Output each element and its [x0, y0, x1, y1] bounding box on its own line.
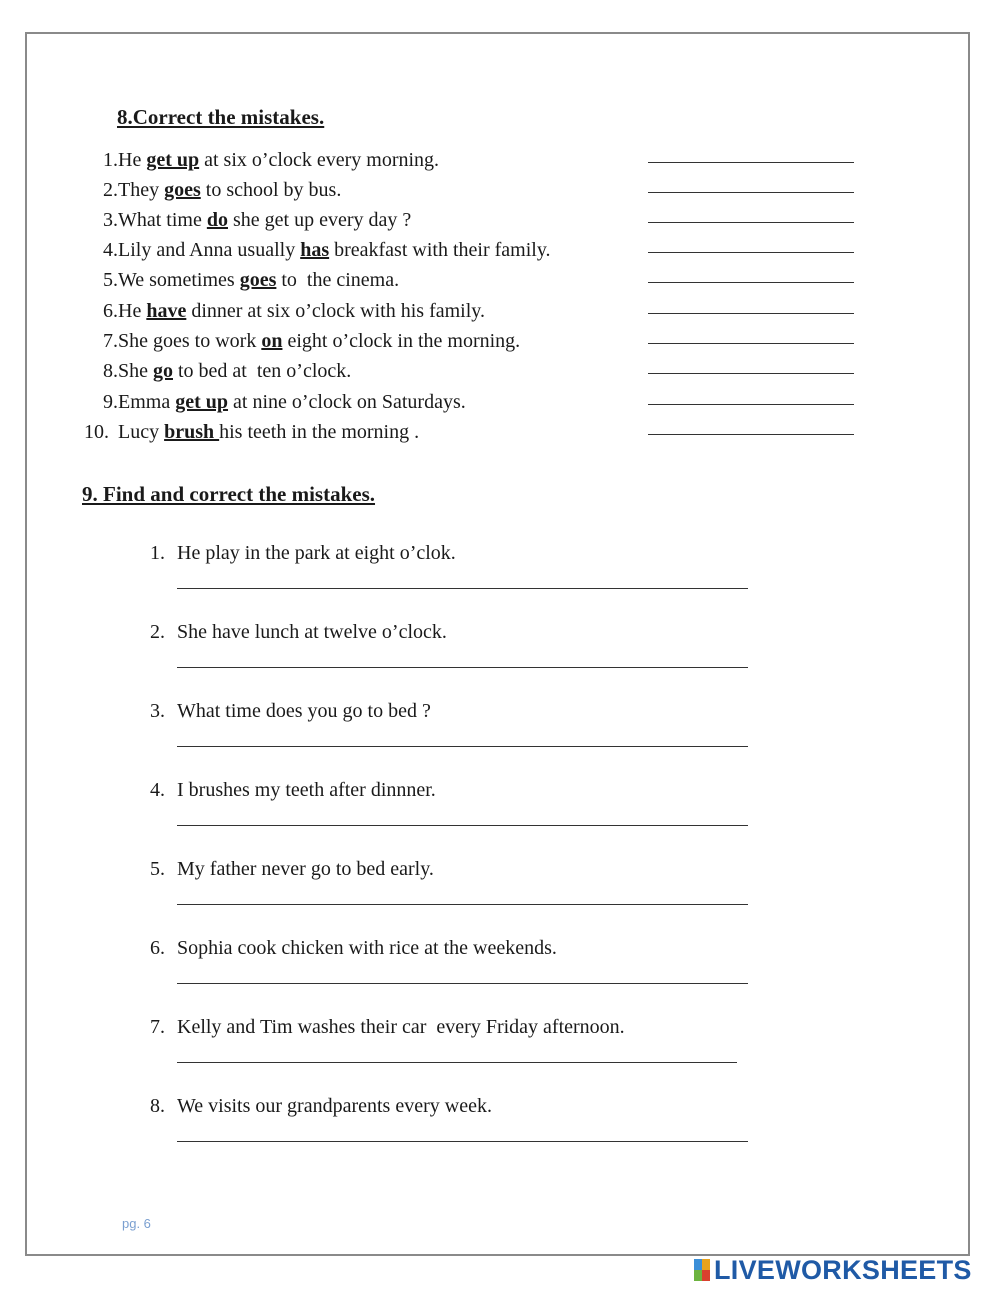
item-number: 6. [150, 937, 165, 959]
exercise-9-row [147, 779, 767, 849]
item-number: 2. [103, 179, 118, 201]
answer-line[interactable] [177, 904, 748, 905]
item-number: 3. [103, 209, 118, 231]
item-sentence: They goes to school by bus. [118, 179, 342, 201]
item-number: 9. [103, 391, 118, 413]
answer-line[interactable] [177, 1141, 748, 1142]
item-sentence: Kelly and Tim washes their car every Friday afternoon. [177, 1016, 625, 1038]
item-sentence: We visits our grandparents every week. [177, 1095, 492, 1117]
answer-blank[interactable] [648, 404, 854, 405]
mistake-word: brush [164, 421, 220, 443]
exercise-8-row [86, 209, 876, 239]
exercise-9-row [147, 1016, 767, 1086]
exercise-9-row [147, 621, 767, 691]
mistake-word: go [153, 360, 173, 382]
mistake-word: have [146, 300, 187, 322]
exercise-8-row [86, 360, 876, 390]
section-8-title: 8.Correct the mistakes. [117, 105, 325, 129]
answer-line[interactable] [177, 983, 748, 984]
item-number: 5. [150, 858, 165, 880]
exercise-8-row [86, 300, 876, 330]
item-sentence: Emma get up at nine o’clock on Saturdays. [118, 391, 466, 413]
item-number: 7. [150, 1016, 165, 1038]
item-number: 1. [150, 542, 165, 564]
item-number: 8. [150, 1095, 165, 1117]
exercise-8-row [86, 239, 876, 269]
exercise-9-row [147, 937, 767, 1007]
item-number: 5. [103, 269, 118, 291]
mistake-word: goes [164, 179, 201, 201]
item-sentence: She goes to work on eight o’clock in the morning. [118, 330, 521, 352]
exercise-9-row [147, 700, 767, 770]
item-sentence: Lily and Anna usually has breakfast with their family. [118, 239, 551, 261]
answer-blank[interactable] [648, 162, 854, 163]
answer-line[interactable] [177, 1062, 737, 1063]
item-sentence: Lucy brush his teeth in the morning . [118, 421, 420, 443]
item-sentence: We sometimes goes to the cinema. [118, 269, 400, 291]
section-9-title: 9. Find and correct the mistakes. [82, 482, 376, 506]
answer-blank[interactable] [648, 222, 854, 223]
answer-blank[interactable] [648, 373, 854, 374]
item-sentence: Sophia cook chicken with rice at the weekends. [177, 937, 557, 959]
liveworksheets-logo [694, 1256, 972, 1284]
answer-blank[interactable] [648, 282, 854, 283]
item-number: 6. [103, 300, 118, 322]
mistake-word: has [300, 239, 330, 261]
page-number: pg. 6 [122, 1216, 151, 1231]
item-sentence: She have lunch at twelve o’clock. [177, 621, 447, 643]
exercise-8-row [86, 330, 876, 360]
item-sentence: He get up at six o’clock every morning. [118, 149, 440, 171]
answer-blank[interactable] [648, 252, 854, 253]
mistake-word: do [206, 209, 228, 231]
item-number: 1. [103, 149, 118, 171]
item-sentence: What time do she get up every day ? [118, 209, 412, 231]
item-number: 8. [103, 360, 118, 382]
item-number: 7. [103, 330, 118, 352]
exercise-8-row [86, 149, 876, 179]
item-sentence: She go to bed at ten o’clock. [118, 360, 352, 382]
exercise-8-row [86, 269, 876, 299]
exercise-9-row [147, 858, 767, 928]
liveworksheets-blocks-icon [694, 1259, 710, 1281]
exercise-9-row [147, 542, 767, 612]
item-sentence: He play in the park at eight o’clok. [177, 542, 456, 564]
mistake-word: get up [146, 149, 200, 171]
item-sentence: He have dinner at six o’clock with his family. [118, 300, 485, 322]
answer-line[interactable] [177, 667, 748, 668]
answer-line[interactable] [177, 746, 748, 747]
mistake-word: get up [175, 391, 229, 413]
item-number: 4. [103, 239, 118, 261]
mistake-word: on [261, 330, 283, 352]
brand-name: LIVEWORKSHEETS [714, 1254, 972, 1285]
mistake-word: goes [239, 269, 277, 291]
exercise-8-row [86, 179, 876, 209]
item-number: 4. [150, 779, 165, 801]
item-sentence: I brushes my teeth after dinnner. [177, 779, 436, 801]
answer-line[interactable] [177, 825, 748, 826]
item-number: 10. [84, 421, 109, 443]
exercise-9-row [147, 1095, 767, 1165]
item-number: 2. [150, 621, 165, 643]
exercise-8-row [86, 391, 876, 421]
item-sentence: What time does you go to bed ? [177, 700, 431, 722]
item-sentence: My father never go to bed early. [177, 858, 434, 880]
item-number: 3. [150, 700, 165, 722]
answer-blank[interactable] [648, 434, 854, 435]
exercise-8-row [86, 421, 876, 451]
answer-blank[interactable] [648, 313, 854, 314]
answer-blank[interactable] [648, 343, 854, 344]
answer-line[interactable] [177, 588, 748, 589]
answer-blank[interactable] [648, 192, 854, 193]
